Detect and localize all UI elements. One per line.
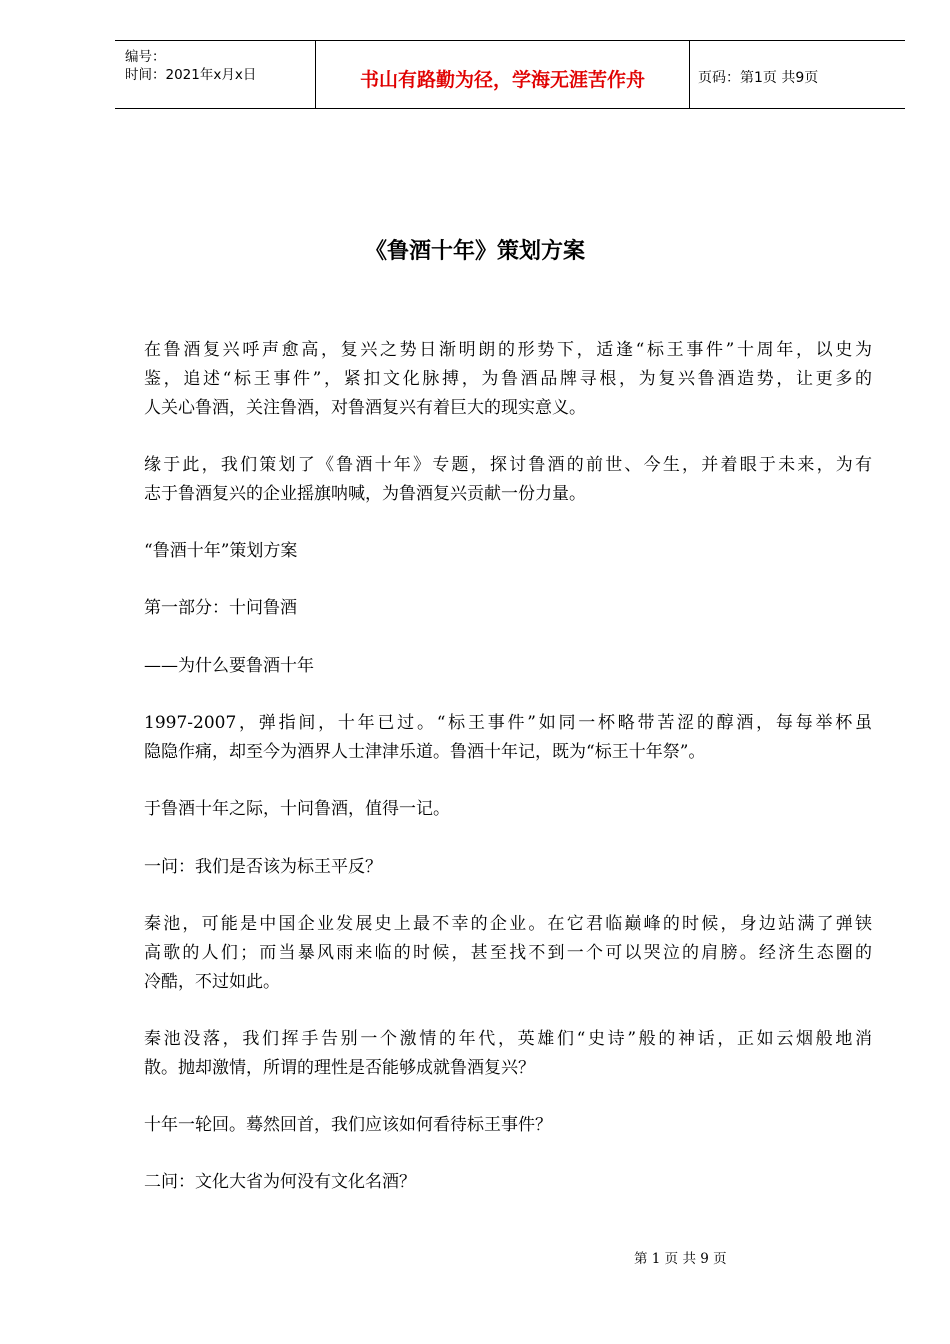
paragraph-line: 十年一轮回。蓦然回首，我们应该如何看待标王事件？	[144, 1115, 552, 1135]
header-meta-cell	[115, 41, 316, 108]
question-one	[144, 853, 872, 882]
paragraph-line: 在鲁酒复兴呼声愈高，复兴之势日渐明朗的形势下，适逢“标王事件”十周年，以史为	[144, 340, 872, 360]
paragraph-line: 人关心鲁酒，关注鲁酒，对鲁酒复兴有着巨大的现实意义。	[144, 398, 586, 418]
paragraph-line: 秦池，可能是中国企业发展史上最不幸的企业。在它君临巅峰的时候，身边站满了弹铗	[144, 914, 872, 934]
paragraph-line: “鲁酒十年”策划方案	[144, 541, 298, 561]
paragraph-decade	[144, 709, 872, 767]
paragraph-line: 秦池没落，我们挥手告别一个激情的年代，英雄们“史诗”般的神话，正如云烟般地消	[144, 1029, 872, 1049]
paragraph-qinchi	[144, 910, 872, 997]
number-label: 编号：	[125, 49, 166, 65]
document-header	[115, 40, 905, 109]
part-one-subheading	[144, 652, 872, 681]
question-two	[144, 1168, 872, 1197]
header-page-cell	[690, 41, 905, 108]
page-footer: 第 1 页 共 9 页	[634, 1251, 727, 1267]
paragraph-line: 冷酷，不过如此。	[144, 972, 280, 992]
paragraph-line: 隐隐作痛，却至今为酒界人士津津乐道。鲁酒十年记，既为“标王十年祭”。	[144, 742, 706, 762]
document-title: 《鲁酒十年》策划方案	[364, 239, 585, 264]
paragraph-line: 鉴，追述“标王事件”，紧扣文化脉搏，为鲁酒品牌寻根，为复兴鲁酒造势，让更多的	[144, 369, 872, 389]
paragraph-line: 第一部分：十问鲁酒	[144, 598, 297, 618]
paragraph-ten-questions	[144, 795, 872, 824]
paragraph-cycle	[144, 1111, 872, 1140]
paragraph-line: 缘于此，我们策划了《鲁酒十年》专题，探讨鲁酒的前世、今生，并着眼于未来，为有	[144, 455, 872, 475]
header-page-info: 页码：第1页 共9页	[698, 70, 819, 86]
paragraph-line: 志于鲁酒复兴的企业摇旗呐喊，为鲁酒复兴贡献一份力量。	[144, 484, 586, 504]
paragraph-decline	[144, 1025, 872, 1083]
paragraph-intro	[144, 336, 872, 423]
paragraph-line: 1997-2007，弹指间，十年已过。“标王事件”如同一杯略带苦涩的醇酒，每每举杯虽	[144, 713, 872, 733]
paragraph-line: ——为什么要鲁酒十年	[144, 656, 314, 676]
paragraph-line: 一问：我们是否该为标王平反？	[144, 857, 382, 877]
paragraph-line: 散。抛却激情，所谓的理性是否能够成就鲁酒复兴？	[144, 1058, 535, 1078]
paragraph-line: 高歌的人们；而当暴风雨来临的时候，甚至找不到一个可以哭泣的肩膀。经济生态圈的	[144, 943, 872, 963]
paragraph-purpose	[144, 451, 872, 509]
time-label: 时间：2021年x月x日	[125, 67, 257, 83]
part-one-heading	[144, 594, 872, 623]
header-motto-cell	[316, 41, 690, 108]
paragraph-line: 于鲁酒十年之际，十问鲁酒，值得一记。	[144, 799, 450, 819]
plan-heading	[144, 537, 872, 566]
header-motto: 书山有路勤为径，学海无涯苦作舟	[359, 69, 645, 91]
paragraph-line: 二问：文化大省为何没有文化名酒？	[144, 1172, 416, 1192]
